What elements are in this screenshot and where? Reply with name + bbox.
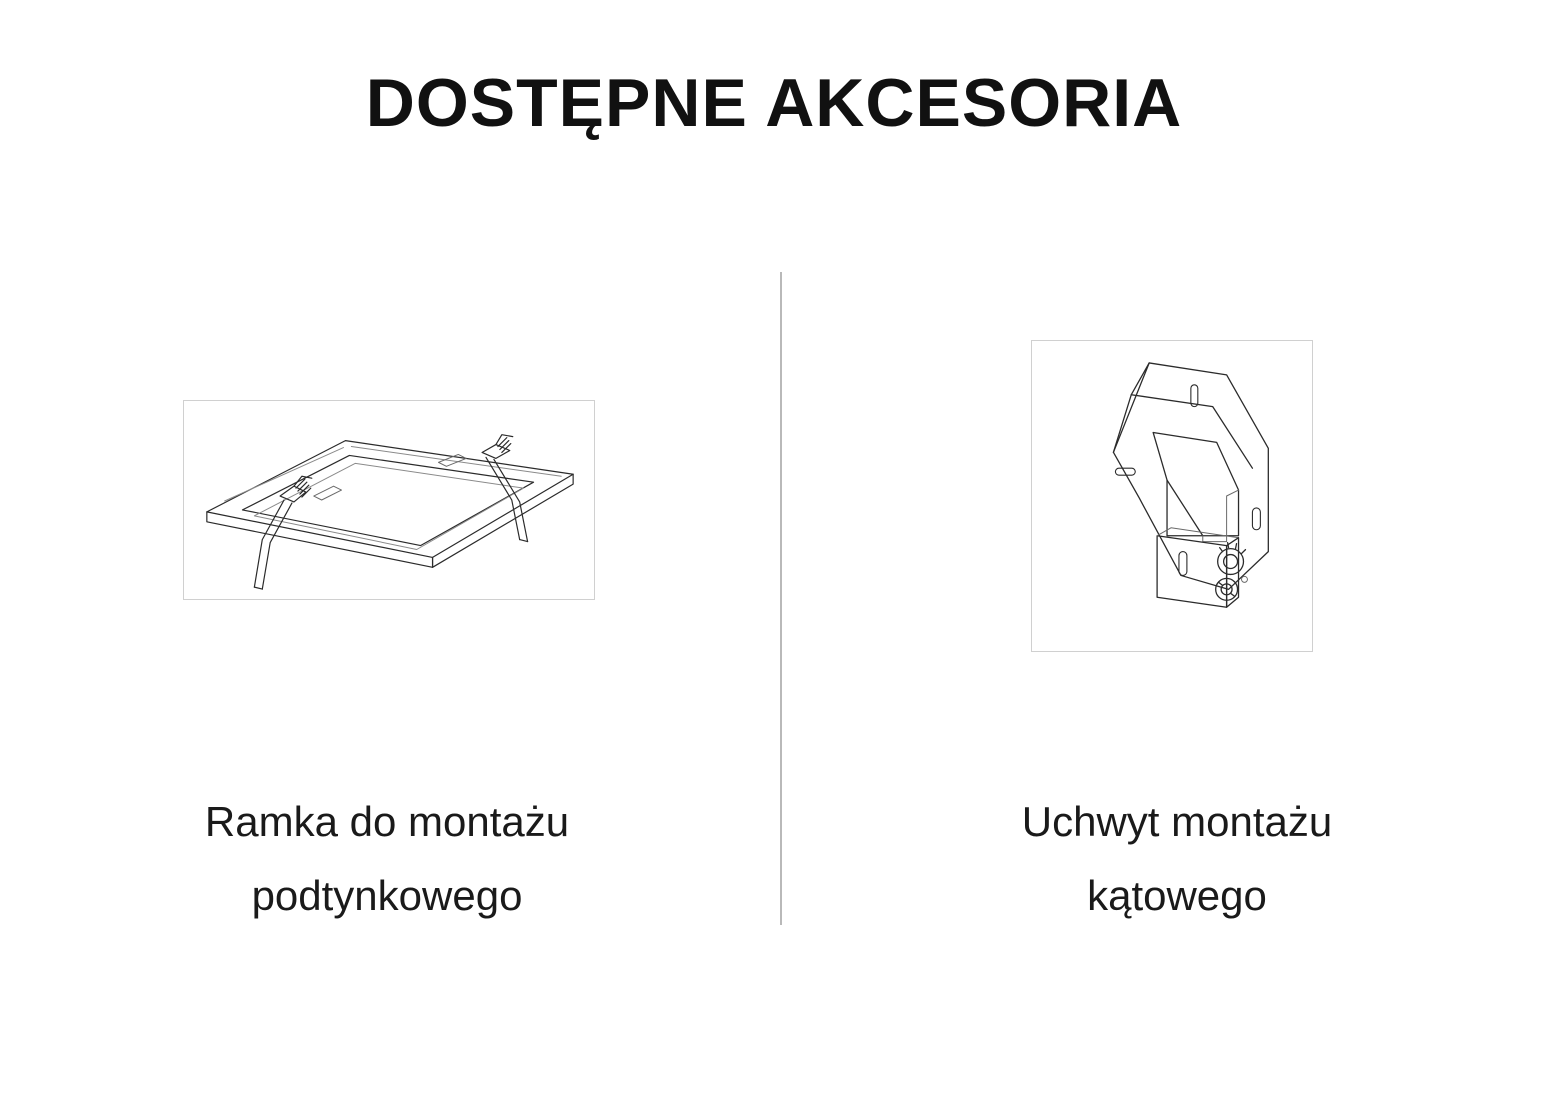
accessory-item-frame	[0, 280, 774, 940]
recessed-mounting-frame-figure	[183, 400, 595, 600]
caption-line-1: Uchwyt montażu	[1021, 798, 1333, 845]
page-title: DOSTĘPNE AKCESORIA	[365, 65, 1183, 141]
accessory-caption-bracket	[857, 785, 1497, 932]
accessory-caption-frame	[67, 785, 707, 932]
accessories-row	[0, 280, 1548, 940]
caption-line-1: Ramka do montażu	[204, 798, 570, 845]
caption-line-2: podtynkowego	[251, 871, 523, 919]
caption-line-2: kątowego	[1087, 871, 1267, 919]
accessory-item-bracket	[774, 280, 1548, 940]
angled-mounting-bracket-figure	[1031, 340, 1313, 652]
